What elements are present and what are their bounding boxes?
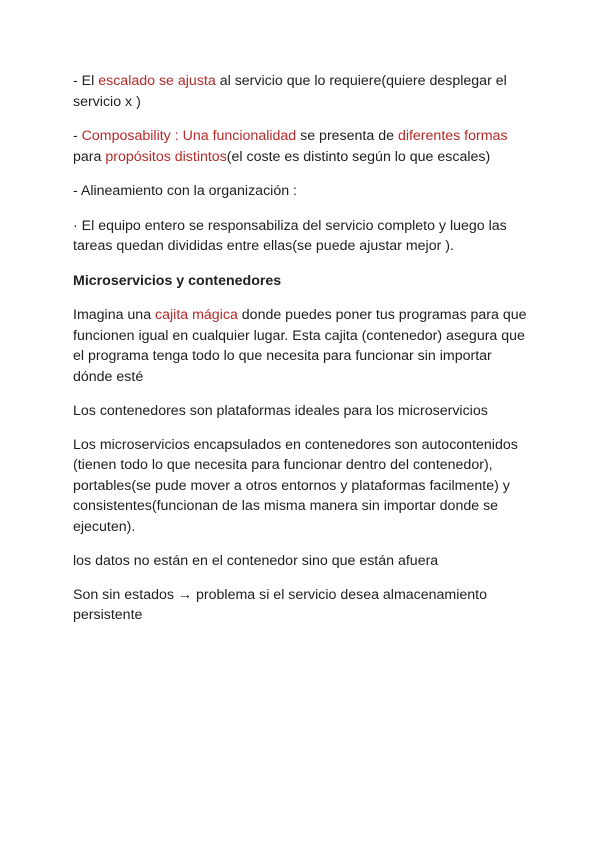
paragraph-composability (73, 126, 530, 167)
highlighted-term: diferentes formas (397, 128, 508, 144)
highlighted-term: cajita mágica (155, 307, 238, 323)
highlighted-term: Composability : Una funcionalidad (81, 128, 297, 144)
paragraph-encapsulated: Los microservicios encapsulados en contenedores son autocontenidos (tienen todo lo que necesita para funcionar dentro del contenedor), portables(se pude mover a otros entornos y plataformas facilmente) y consistentes(funcionan de las misma manera sin importar donde se ejecuten). (73, 436, 518, 535)
paragraph-scaling (73, 71, 530, 112)
text-segment: - (73, 128, 82, 144)
section-heading: Microservicios y contenedores (73, 272, 282, 289)
paragraph-stateless: Son sin estados → problema si el servicio desea almacenamiento persistente (73, 586, 488, 623)
paragraph-alignment: - Alineamiento con la organización : (73, 183, 297, 199)
text-segment: se presenta de (296, 128, 398, 144)
paragraph-ideal-platforms: Los contenedores son plataformas ideales para los microservicios (73, 403, 488, 419)
paragraph-team: · El equipo entero se responsabiliza del servicio completo y luego las tareas quedan divididas entre ellas(se puede ajustar mejor ). (73, 217, 507, 254)
text-segment: al servicio que lo requiere(quiere desplegar el servicio x ) (73, 73, 507, 110)
text-segment: donde puedes poner tus programas para que funcionen igual en cualquier lugar. Esta cajita (contenedor) asegura que el programa tenga todo lo que necesita para funcionar sin importar dónde esté (73, 307, 527, 385)
text-segment: Imagina una (73, 307, 156, 323)
highlighted-term: escalado se ajusta (98, 73, 216, 89)
text-segment: para (73, 148, 106, 165)
paragraph-data-outside: los datos no están en el contenedor sino que están afuera (73, 553, 439, 569)
paragraph-magic-box (73, 305, 530, 387)
text-segment: (el coste es distinto según lo que escales) (226, 148, 491, 165)
highlighted-term: propósitos distintos (105, 148, 227, 165)
text-segment: - El (73, 73, 99, 89)
